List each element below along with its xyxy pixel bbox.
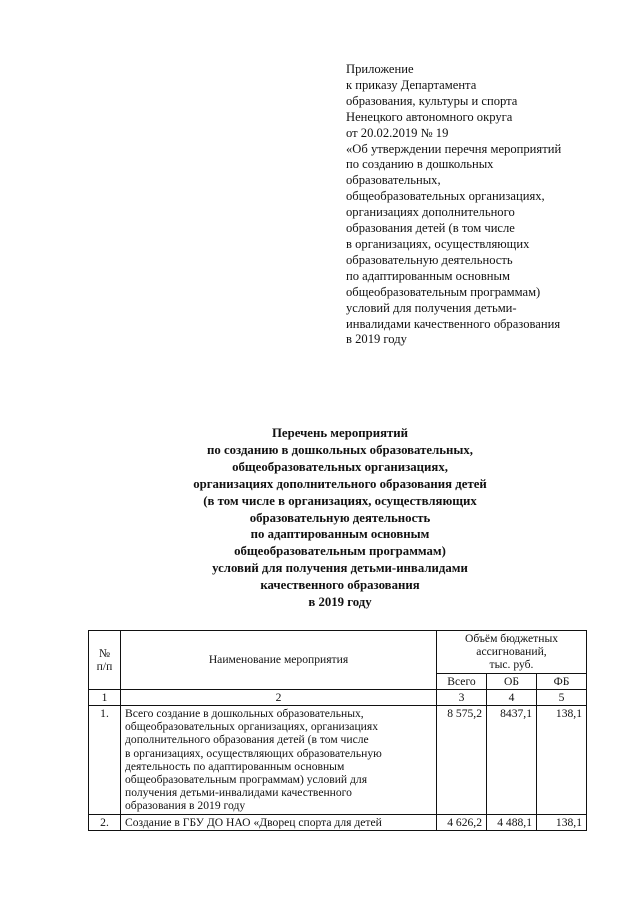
appendix-line: образования детей (в том числе bbox=[346, 221, 515, 236]
column-number: 1 bbox=[89, 689, 121, 705]
row-name-line: в организациях, осуществляющих образовательную bbox=[125, 746, 382, 760]
title-line: общеобразовательным программам) bbox=[234, 544, 446, 559]
header-budget bbox=[437, 631, 587, 674]
title-line: условий для получения детьми-инвалидами bbox=[212, 561, 468, 576]
header-num: № п/п bbox=[89, 631, 121, 690]
row-name-line: общеобразовательным программам) условий для bbox=[125, 773, 368, 787]
row-ob: 4 488,1 bbox=[487, 814, 537, 830]
column-number: 3 bbox=[437, 689, 487, 705]
row-name-line: Создание в ГБУ ДО НАО «Дворец спорта для детей bbox=[125, 815, 382, 829]
title-line: в 2019 году bbox=[308, 595, 372, 610]
appendix-line: к приказу Департамента bbox=[346, 77, 477, 92]
appendix-line: инвалидами качественного образования bbox=[346, 316, 561, 331]
title-line: качественного образования bbox=[260, 578, 420, 593]
row-fb: 138,1 bbox=[537, 814, 587, 830]
row-total: 4 626,2 bbox=[437, 814, 487, 830]
appendix-line: по созданию в дошкольных bbox=[346, 157, 494, 172]
column-number: 5 bbox=[537, 689, 587, 705]
row-name-line: получения детьми-инвалидами качественного bbox=[125, 786, 352, 800]
header-budget-line: ассигнований, bbox=[476, 645, 547, 659]
row-name bbox=[121, 814, 437, 830]
table-row bbox=[89, 706, 587, 815]
appendix-line: условий для получения детьми- bbox=[346, 300, 517, 315]
row-num: 2. bbox=[89, 814, 121, 830]
title-line: общеобразовательных организациях, bbox=[232, 459, 448, 474]
header-total: Всего bbox=[437, 673, 487, 689]
appendix-line: образовательную деятельность bbox=[346, 252, 513, 267]
table-row bbox=[89, 814, 587, 830]
title-line: (в том числе в организациях, осуществляющих bbox=[203, 493, 477, 508]
appendix-line: по адаптированным основным bbox=[346, 268, 510, 283]
row-total: 8 575,2 bbox=[437, 706, 487, 815]
row-ob: 8437,1 bbox=[487, 706, 537, 815]
appendix-line: организациях дополнительного bbox=[346, 205, 515, 220]
row-num: 1. bbox=[89, 706, 121, 815]
row-name-line: дополнительного образования детей (в том числе bbox=[125, 733, 369, 747]
row-fb: 138,1 bbox=[537, 706, 587, 815]
appendix-line: в 2019 году bbox=[346, 332, 407, 347]
row-name-line: Всего создание в дошкольных образовательных, bbox=[125, 707, 364, 721]
appendix-line: от 20.02.2019 № 19 bbox=[346, 125, 449, 140]
document-title bbox=[130, 425, 550, 611]
appendix-line: общеобразовательных организациях, bbox=[346, 189, 545, 204]
row-name-line: деятельность по адаптированным основным bbox=[125, 759, 345, 773]
column-number: 4 bbox=[487, 689, 537, 705]
title-line: организациях дополнительного образования детей bbox=[193, 476, 487, 491]
row-name bbox=[121, 706, 437, 815]
row-name-line: образования в 2019 году bbox=[125, 799, 246, 813]
appendix-line: «Об утверждении перечня мероприятий bbox=[346, 141, 562, 156]
row-name-line: общеобразовательных организациях, организациях bbox=[125, 720, 378, 734]
title-line: Перечень мероприятий bbox=[271, 426, 409, 440]
appendix-line: образовательных, bbox=[346, 173, 441, 188]
measures-table bbox=[88, 630, 587, 831]
header-fb: ФБ bbox=[537, 673, 587, 689]
header-budget-line: тыс. руб. bbox=[489, 658, 534, 672]
title-line: по адаптированным основным bbox=[250, 527, 430, 542]
title-line: образовательную деятельность bbox=[249, 510, 431, 525]
column-number: 2 bbox=[121, 689, 437, 705]
title-line: по созданию в дошкольных образовательных, bbox=[207, 442, 473, 457]
appendix-line: Ненецкого автономного округа bbox=[346, 109, 513, 124]
appendix-line: в организациях, осуществляющих bbox=[346, 236, 530, 251]
header-budget-line: Объём бюджетных bbox=[464, 632, 559, 645]
header-name: Наименование мероприятия bbox=[121, 631, 437, 690]
appendix-line: Приложение bbox=[346, 62, 414, 76]
appendix-line: общеобразовательным программам) bbox=[346, 284, 541, 299]
appendix-line: образования, культуры и спорта bbox=[346, 93, 518, 108]
column-number-row bbox=[89, 689, 587, 705]
table-header-row bbox=[89, 631, 587, 674]
appendix-block bbox=[346, 62, 606, 348]
header-ob: ОБ bbox=[487, 673, 537, 689]
